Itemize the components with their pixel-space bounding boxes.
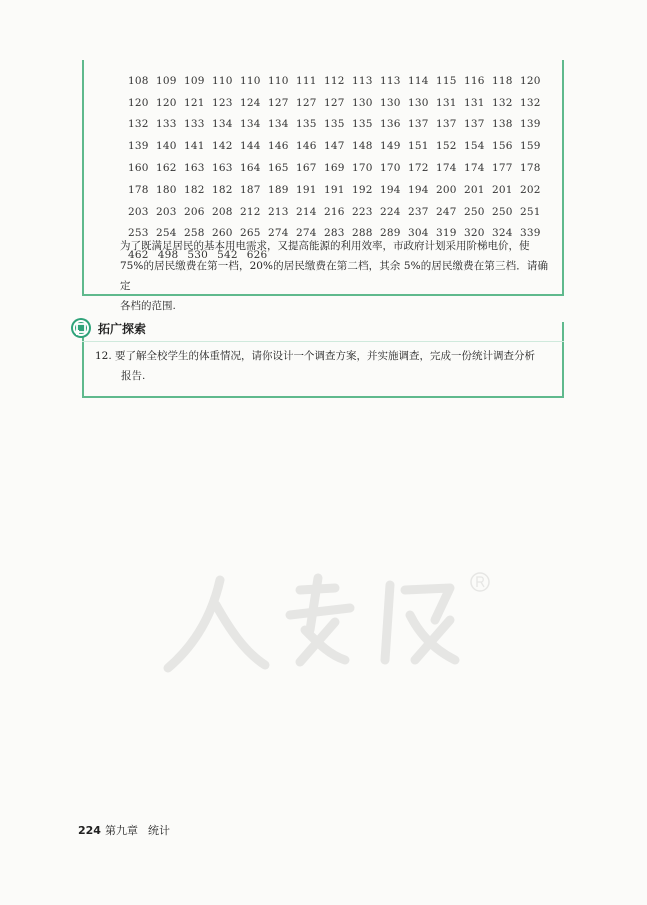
data-cell: 498 <box>157 249 179 262</box>
data-cell: 130 <box>380 96 401 109</box>
data-cell: 162 <box>156 162 177 175</box>
data-cell: 127 <box>324 96 345 109</box>
data-cell: 237 <box>408 205 429 218</box>
data-cell: 149 <box>380 140 401 153</box>
data-cell: 208 <box>212 205 233 218</box>
data-cell: 213 <box>268 205 289 218</box>
data-cell: 139 <box>520 118 541 131</box>
data-cell: 167 <box>296 162 317 175</box>
data-row <box>128 114 548 136</box>
data-cell: 212 <box>240 205 261 218</box>
data-cell: 283 <box>324 227 345 240</box>
data-cell: 289 <box>380 227 401 240</box>
data-cell: 135 <box>352 118 373 131</box>
data-cell: 170 <box>380 162 401 175</box>
data-row <box>128 70 548 92</box>
data-cell: 138 <box>492 118 513 131</box>
data-cell: 131 <box>436 96 457 109</box>
data-cell: 146 <box>268 140 289 153</box>
data-cell: 132 <box>492 96 513 109</box>
data-row <box>128 135 548 157</box>
data-cell: 118 <box>492 74 513 87</box>
data-cell: 626 <box>246 249 268 262</box>
data-cell: 288 <box>352 227 373 240</box>
data-cell: 127 <box>296 96 317 109</box>
data-cell: 324 <box>492 227 513 240</box>
chapter-label: 第九章 <box>104 824 138 837</box>
data-cell: 203 <box>128 205 149 218</box>
data-cell: 194 <box>380 183 401 196</box>
data-cell: 141 <box>184 140 205 153</box>
data-cell: 200 <box>436 183 457 196</box>
section-divider <box>82 341 564 342</box>
data-cell: 224 <box>380 205 401 218</box>
data-cell: 250 <box>492 205 513 218</box>
data-cell: 274 <box>296 227 317 240</box>
data-cell: 144 <box>240 140 261 153</box>
data-cell: 320 <box>464 227 485 240</box>
data-cell: 214 <box>296 205 317 218</box>
data-cell: 131 <box>464 96 485 109</box>
data-cell: 164 <box>240 162 261 175</box>
data-cell: 260 <box>212 227 233 240</box>
exercise-line-1: 12. 要了解全校学生的体重情况，请你设计一个调查方案，并实施调查，完成一份统计调查分析 <box>95 350 536 362</box>
data-cell: 120 <box>156 96 177 109</box>
data-cell: 137 <box>464 118 485 131</box>
data-cell: 113 <box>380 74 401 87</box>
data-cell: 172 <box>408 162 429 175</box>
data-cell: 187 <box>240 183 261 196</box>
publisher-watermark <box>150 560 510 680</box>
data-cell: 159 <box>520 140 541 153</box>
data-cell: 160 <box>128 162 149 175</box>
data-cell: 274 <box>268 227 289 240</box>
problem-line-3: 各档的范围. <box>120 300 176 312</box>
data-cell: 137 <box>436 118 457 131</box>
data-cell: 123 <box>212 96 233 109</box>
page-footer <box>78 822 170 838</box>
problem-line-2: 75%的居民缴费在第一档，20%的居民缴费在第二档，其余 5%的居民缴费在第三档．请确定 <box>120 260 548 292</box>
data-cell: 133 <box>184 118 205 131</box>
data-cell: 174 <box>464 162 485 175</box>
data-cell: 182 <box>184 183 205 196</box>
page-number: 224 <box>78 824 101 837</box>
data-cell: 253 <box>128 227 149 240</box>
data-cell: 142 <box>212 140 233 153</box>
data-cell: 191 <box>324 183 345 196</box>
data-cell: 109 <box>184 74 205 87</box>
data-cell: 114 <box>408 74 429 87</box>
data-cell: 147 <box>324 140 345 153</box>
data-cell: 110 <box>212 74 233 87</box>
data-cell: 178 <box>128 183 149 196</box>
data-cell: 120 <box>520 74 541 87</box>
data-row <box>128 92 548 114</box>
data-cell: 319 <box>436 227 457 240</box>
data-cell: 216 <box>324 205 345 218</box>
data-cell: 206 <box>184 205 205 218</box>
data-cell: 110 <box>268 74 289 87</box>
explore-logo-icon <box>70 317 92 339</box>
data-cell: 258 <box>184 227 205 240</box>
data-cell: 134 <box>240 118 261 131</box>
data-cell: 136 <box>380 118 401 131</box>
data-cell: 542 <box>217 249 238 262</box>
data-cell: 115 <box>436 74 457 87</box>
section-header <box>70 316 146 340</box>
data-cell: 180 <box>156 183 177 196</box>
data-cell: 251 <box>520 205 541 218</box>
data-cell: 192 <box>352 183 373 196</box>
data-cell: 112 <box>324 74 345 87</box>
data-cell: 223 <box>352 205 373 218</box>
data-cell: 201 <box>464 183 485 196</box>
data-cell: 203 <box>156 205 177 218</box>
data-cell: 113 <box>352 74 373 87</box>
data-cell: 201 <box>492 183 513 196</box>
data-cell: 339 <box>520 227 541 240</box>
data-cell: 156 <box>492 140 513 153</box>
chapter-title: 统计 <box>147 824 170 837</box>
data-cell: 124 <box>240 96 261 109</box>
data-cell: 137 <box>408 118 429 131</box>
data-cell: 250 <box>464 205 485 218</box>
data-cell: 132 <box>128 118 149 131</box>
problem-text <box>120 236 548 316</box>
data-cell: 170 <box>352 162 373 175</box>
data-cell: 110 <box>240 74 261 87</box>
data-cell: 130 <box>408 96 429 109</box>
data-cell: 135 <box>324 118 345 131</box>
exercise-line-2: 报告. <box>121 370 146 382</box>
data-cell: 111 <box>296 74 317 87</box>
data-cell: 134 <box>212 118 233 131</box>
data-cell: 109 <box>156 74 177 87</box>
data-cell: 163 <box>184 162 205 175</box>
data-cell: 154 <box>464 140 485 153</box>
data-cell: 189 <box>268 183 289 196</box>
data-cell: 108 <box>128 74 149 87</box>
data-cell: 120 <box>128 96 149 109</box>
section-title: 拓广探索 <box>98 321 147 336</box>
data-cell: 165 <box>268 162 289 175</box>
data-cell: 530 <box>187 249 209 262</box>
data-cell: 139 <box>128 140 149 153</box>
exercise-12 <box>95 346 555 386</box>
data-cell: 127 <box>268 96 289 109</box>
problem-line-1: 为了既满足居民的基本用电需求，又提高能源的利用效率，市政府计划采用阶梯电价，使 <box>120 240 530 252</box>
data-cell: 140 <box>156 140 177 153</box>
data-cell: 135 <box>296 118 317 131</box>
data-cell: 130 <box>352 96 373 109</box>
data-row <box>128 201 548 223</box>
data-cell: 304 <box>408 227 429 240</box>
data-cell: 148 <box>352 140 373 153</box>
data-cell: 152 <box>436 140 457 153</box>
data-cell: 462 <box>128 249 149 262</box>
data-cell: 194 <box>408 183 429 196</box>
data-row <box>128 179 548 201</box>
data-cell: 169 <box>324 162 345 175</box>
data-cell: 174 <box>436 162 457 175</box>
data-cell: 132 <box>520 96 541 109</box>
data-cell: 151 <box>408 140 429 153</box>
data-cell: 163 <box>212 162 233 175</box>
data-cell: 202 <box>520 183 541 196</box>
data-cell: 182 <box>212 183 233 196</box>
data-cell: 265 <box>240 227 261 240</box>
data-cell: 116 <box>464 74 485 87</box>
data-cell: 133 <box>156 118 177 131</box>
data-cell: 121 <box>184 96 205 109</box>
data-cell: 191 <box>296 183 317 196</box>
data-cell: 178 <box>520 162 541 175</box>
data-cell: 134 <box>268 118 289 131</box>
data-cell: 146 <box>296 140 317 153</box>
data-row <box>128 157 548 179</box>
data-cell: 247 <box>436 205 457 218</box>
data-cell: 254 <box>156 227 177 240</box>
data-cell: 177 <box>492 162 513 175</box>
